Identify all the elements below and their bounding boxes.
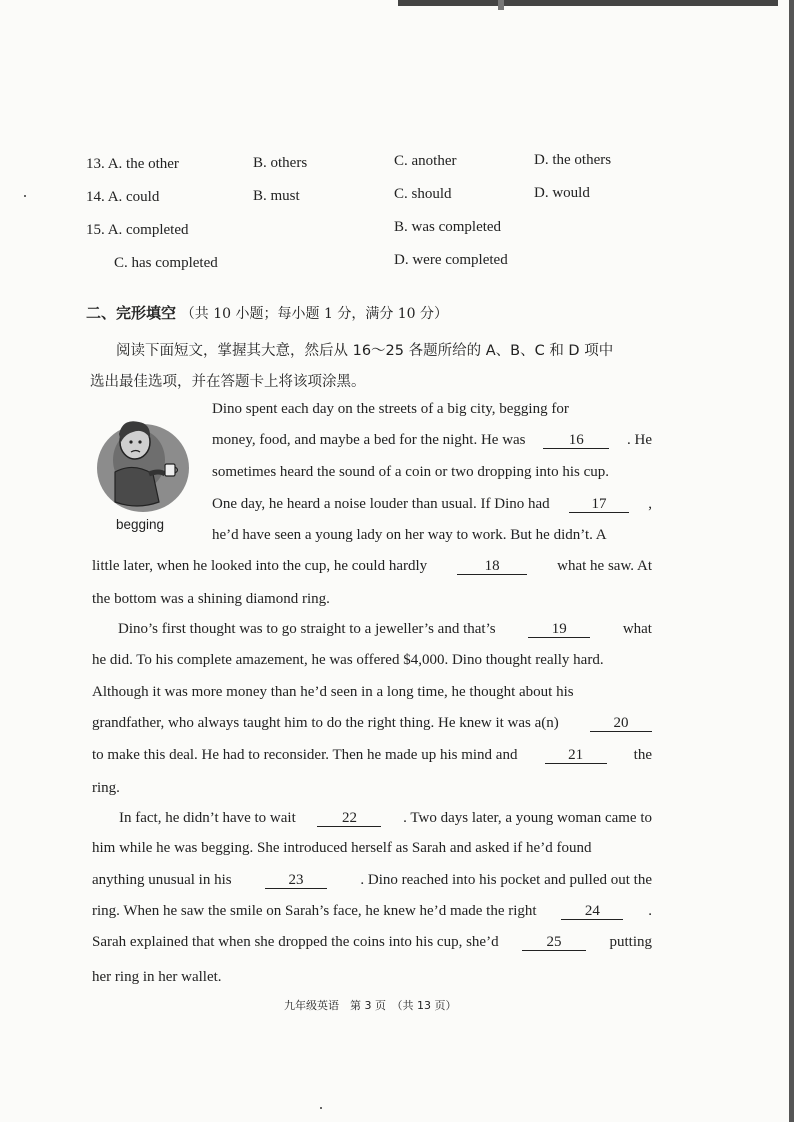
image-caption: begging [116,517,165,532]
passage-text: to make this deal. He had to reconsider. Then he made up his mind and [92,747,518,763]
option-b: B. others [253,155,308,171]
passage-text: sometimes heard the sound of a coin or two dropping into his cup. [212,464,610,480]
passage-line [92,780,652,797]
blank-20: 20 [590,715,652,732]
passage-text: little later, when he looked into the cup, he could hardly [92,558,428,574]
blank-19: 19 [528,621,590,638]
option-a: A. could [107,189,160,205]
option-c: C. has completed [114,255,218,271]
question-13 [86,156,179,173]
passage-line [92,652,652,669]
option-a: A. the other [107,156,179,172]
option-a: A. completed [107,222,189,238]
passage-text: putting [609,934,652,950]
passage-text: Dino spent each day on the streets of a big city, begging for [212,401,569,417]
scan-edge-right [789,0,794,1122]
scan-edge-top [398,0,778,6]
passage-line [119,810,652,827]
option-c: C. another [394,153,457,169]
passage-text: the bottom was a shining diamond ring. [92,591,330,607]
passage-text: money, food, and maybe a bed for the night. He was [212,432,526,448]
passage-line [212,464,652,481]
scan-speck [24,195,26,197]
blank-22: 22 [317,810,381,827]
passage-line [92,934,652,951]
passage-text: , [648,496,652,512]
option-d: D. would [534,185,590,201]
option-b: B. was completed [394,219,502,235]
blank-18: 18 [457,558,527,575]
passage-line [118,621,652,638]
beggar-illustration [93,412,195,516]
blank-21: 21 [545,747,607,764]
passage-text: grandfather, who always taught him to do the right thing. He knew it was a(n) [92,715,559,731]
passage-line [92,747,652,764]
question-15 [86,222,189,239]
passage-line [92,903,652,920]
section-subtitle: （共 10 小题；每小题 1 分，满分 10 分） [180,306,449,322]
passage-line [92,684,652,701]
passage-line [212,432,652,449]
passage-line [92,558,652,575]
section-title: 二、完形填空 [86,304,177,322]
blank-17: 17 [569,496,629,513]
passage-text: anything unusual in his [92,872,232,888]
instruction-line: 选出最佳选项，并在答题卡上将该项涂黑。 [90,374,366,390]
passage-line [92,872,652,889]
passage-text: he’d have seen a young lady on her way to work. But he didn’t. A [212,527,607,543]
passage-text: ring. [92,780,120,796]
blank-23: 23 [265,872,327,889]
passage-text: Sarah explained that when she dropped the coins into his cup, she’d [92,934,499,950]
passage-line [212,496,652,513]
passage-line [212,527,652,544]
passage-text: her ring in her wallet. [92,969,222,985]
passage-text: One day, he heard a noise louder than usual. If Dino had [212,496,550,512]
question-number: 15. [86,222,105,238]
section-heading [86,302,448,323]
question-number: 13. [86,156,105,172]
passage-line [92,969,652,986]
passage-text: Dino’s first thought was to go straight to a jeweller’s and that’s [118,621,496,637]
passage-text: . Dino reached into his pocket and pulled out the [360,872,652,888]
page-footer: 九年级英语 第 3 页 （共 13 页） [284,999,457,1012]
passage-line [212,401,652,418]
passage-text: ring. When he saw the smile on Sarah’s face, he knew he’d made the right [92,903,537,919]
option-d: D. the others [534,152,612,168]
passage-line [92,591,652,608]
passage-text: what he saw. At [557,558,652,574]
passage-text: . [648,903,652,919]
passage-line [92,840,652,857]
passage-text: Although it was more money than he’d seen in a long time, he thought about his [92,684,574,700]
instruction-line: 阅读下面短文，掌握其大意，然后从 16～25 各题所给的 A、B、C 和 D 项中 [116,343,614,359]
passage-text: . Two days later, a young woman came to [403,810,652,826]
question-14 [86,189,159,206]
question-number: 14. [86,189,105,205]
option-c: C. should [394,186,452,202]
passage-text: what [622,621,652,637]
passage-text: In fact, he didn’t have to wait [119,810,296,826]
passage-text: he did. To his complete amazement, he was offered $4,000. Dino thought really hard. [92,652,604,668]
option-d: D. were completed [394,252,508,268]
passage-text: the [633,747,652,763]
scan-edge-top-mark [498,0,504,10]
blank-25: 25 [522,934,586,951]
passage-text: . He [627,432,652,448]
passage-text: him while he was begging. She introduced herself as Sarah and asked if he’d found [92,840,592,856]
scan-speck [320,1107,322,1109]
blank-16: 16 [543,432,609,449]
passage-line [92,715,652,732]
blank-24: 24 [561,903,623,920]
option-b: B. must [253,188,300,204]
